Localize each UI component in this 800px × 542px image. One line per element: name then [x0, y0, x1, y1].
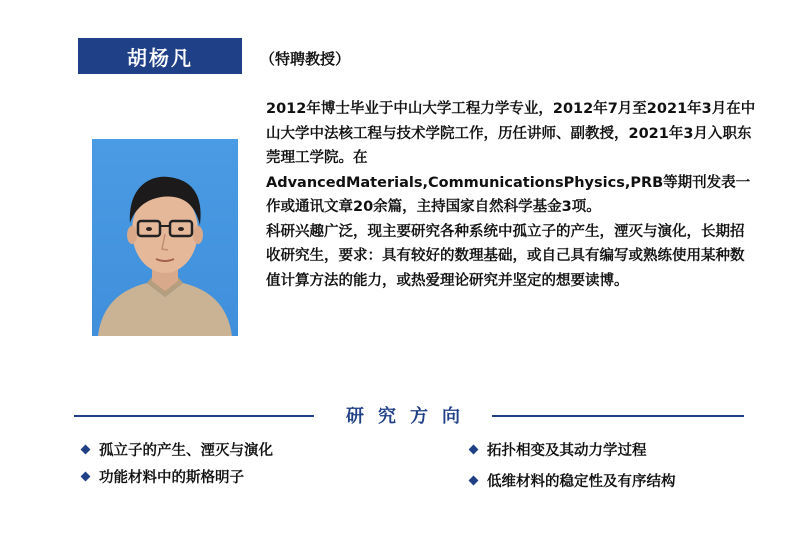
- divider-line-left: [74, 415, 314, 417]
- person-name: 胡杨凡: [127, 45, 193, 70]
- bio-paragraph-research: 科研兴趣广泛，现主要研究各种系统中孤立子的产生，湮灭与演化，长期招收研究生，要求：具有较好的数理基础，或自己具有编写或熟练使用某种数值计算方法的能力，或热爱理论研究并坚定的想要读博。: [266, 223, 745, 289]
- research-item: [82, 466, 244, 487]
- bio-paragraph-career: 2012年博士毕业于中山大学工程力学专业，2012年7月至2021年3月在中山大学中法核工程与技术学院工作，历任讲师、副教授，2021年3月入职东莞理工学院。在AdvancedMaterials,CommunicationsPhysics,PRB等期刊发表一作或通讯文章20余篇，主持国家自然科学基金3项。: [266, 101, 756, 215]
- research-item: [470, 470, 676, 491]
- name-banner: [78, 38, 242, 74]
- research-item-label: 孤立子的产生、湮灭与演化: [99, 443, 273, 459]
- research-heading: 研究方向: [346, 406, 474, 427]
- research-item-label: 功能材料中的斯格明子: [99, 470, 244, 486]
- diamond-bullet-icon: [469, 476, 479, 486]
- biography: [266, 97, 756, 293]
- portrait-illustration: [92, 139, 238, 336]
- diamond-bullet-icon: [81, 472, 91, 482]
- research-item-label: 拓扑相变及其动力学过程: [487, 443, 647, 459]
- research-item-label: 低维材料的稳定性及有序结构: [487, 474, 676, 490]
- research-item: [82, 439, 273, 460]
- research-item: [470, 439, 647, 460]
- person-title: （特聘教授）: [260, 50, 351, 68]
- diamond-bullet-icon: [81, 445, 91, 455]
- diamond-bullet-icon: [469, 445, 479, 455]
- portrait-photo: [92, 139, 238, 336]
- research-section-header: [74, 400, 744, 430]
- divider-line-right: [492, 415, 744, 417]
